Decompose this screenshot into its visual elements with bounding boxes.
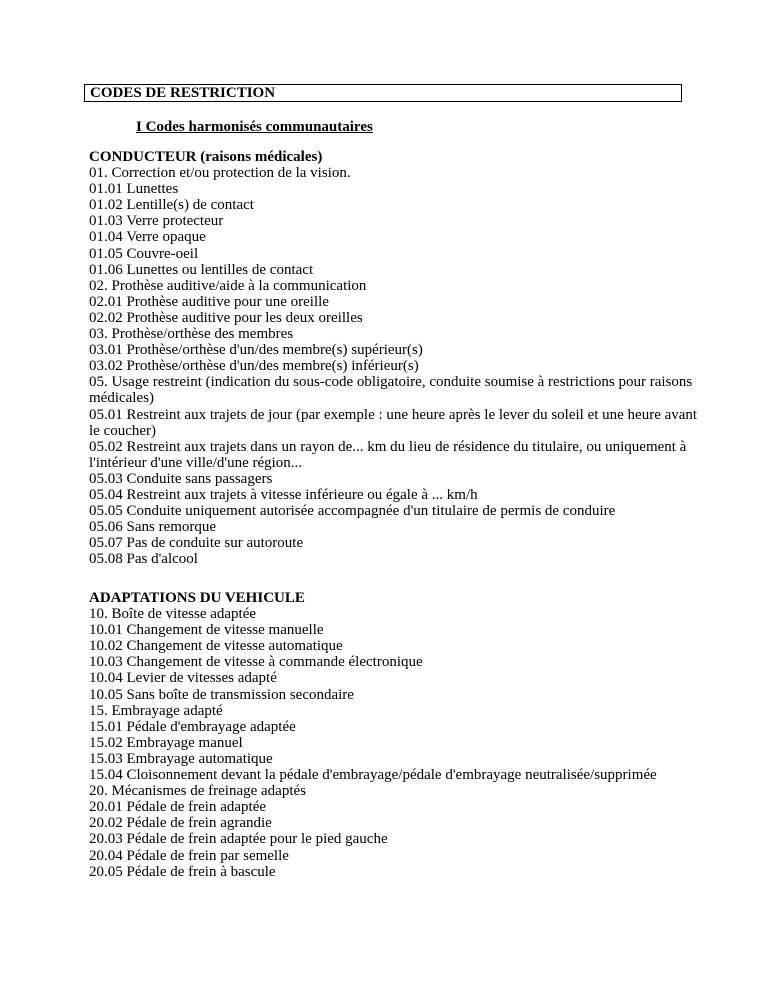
restriction-line: 01.04 Verre opaque bbox=[89, 229, 206, 246]
restriction-line: 10.02 Changement de vitesse automatique bbox=[89, 638, 343, 655]
restriction-line: 10. Boîte de vitesse adaptée bbox=[89, 606, 257, 623]
restriction-line: 15.01 Pédale d'embrayage adaptée bbox=[89, 718, 296, 735]
restriction-line: 10.05 Sans boîte de transmission secondaire bbox=[89, 686, 354, 703]
restriction-line: 10.01 Changement de vitesse manuelle bbox=[89, 622, 324, 639]
restriction-line: 01.01 Lunettes bbox=[89, 181, 179, 198]
restriction-line: 05.06 Sans remorque bbox=[89, 519, 217, 536]
restriction-line: 02.01 Prothèse auditive pour une oreille bbox=[89, 293, 329, 310]
restriction-line: 15.03 Embrayage automatique bbox=[89, 750, 273, 767]
restriction-line: 20.02 Pédale de frein agrandie bbox=[89, 815, 272, 832]
restriction-line: 20.03 Pédale de frein adaptée pour le pied gauche bbox=[89, 831, 388, 848]
restriction-line: 05.07 Pas de conduite sur autoroute bbox=[89, 535, 304, 552]
restriction-line: 10.03 Changement de vitesse à commande électronique bbox=[89, 654, 423, 671]
restriction-line: 05. Usage restreint (indication du sous-code obligatoire, conduite soumise à restrictions pour raisons médicales) bbox=[89, 374, 693, 407]
restriction-line: 01.03 Verre protecteur bbox=[89, 213, 224, 230]
restriction-line: 03.01 Prothèse/orthèse d'un/des membre(s) supérieur(s) bbox=[89, 342, 423, 359]
restriction-line: 15.02 Embrayage manuel bbox=[89, 734, 243, 751]
restriction-line: 05.01 Restreint aux trajets de jour (par exemple : une heure après le lever du soleil et une heure avant le coucher) bbox=[89, 406, 698, 439]
restriction-line: 05.08 Pas d'alcool bbox=[89, 551, 198, 568]
section-heading: ADAPTATIONS DU VEHICULE bbox=[89, 590, 305, 606]
restriction-line: 05.05 Conduite uniquement autorisée accompagnée d'un titulaire de permis de conduire bbox=[89, 503, 616, 520]
restriction-line: 20.01 Pédale de frein adaptée bbox=[89, 799, 267, 816]
restriction-line: 05.03 Conduite sans passagers bbox=[89, 470, 273, 487]
restriction-line: 15. Embrayage adapté bbox=[89, 702, 223, 719]
restriction-line: 01.06 Lunettes ou lentilles de contact bbox=[89, 261, 314, 278]
section-adaptations-vehicule bbox=[89, 590, 709, 880]
title-box bbox=[84, 84, 682, 102]
restriction-line: 10.04 Levier de vitesses adapté bbox=[89, 670, 277, 687]
restriction-line: 20.05 Pédale de frein à bascule bbox=[89, 863, 276, 880]
restriction-line: 20. Mécanismes de freinage adaptés bbox=[89, 783, 306, 800]
section-conducteur bbox=[89, 149, 709, 567]
restriction-line: 20.04 Pédale de frein par semelle bbox=[89, 847, 289, 864]
document-title: CODES DE RESTRICTION bbox=[90, 85, 276, 101]
restriction-line: 03.02 Prothèse/orthèse d'un/des membre(s) inférieur(s) bbox=[89, 358, 419, 375]
restriction-line: 02.02 Prothèse auditive pour les deux oreilles bbox=[89, 309, 363, 326]
restriction-line: 01.05 Couvre-oeil bbox=[89, 245, 199, 262]
restriction-line: 05.04 Restreint aux trajets à vitesse inférieure ou égale à ... km/h bbox=[89, 486, 478, 503]
restriction-line: 15.04 Cloisonnement devant la pédale d'embrayage/pédale d'embrayage neutralisée/supprimée bbox=[89, 767, 657, 784]
document-subtitle: I Codes harmonisés communautaires bbox=[136, 119, 373, 135]
restriction-line: 01. Correction et/ou protection de la vision. bbox=[89, 165, 351, 182]
restriction-line: 03. Prothèse/orthèse des membres bbox=[89, 326, 294, 343]
section-heading: CONDUCTEUR (raisons médicales) bbox=[89, 149, 323, 165]
restriction-line: 05.02 Restreint aux trajets dans un rayon de... km du lieu de résidence du titulaire, ou uniquement à l'intérieur d'une ville/d'une région... bbox=[89, 438, 687, 471]
restriction-line: 01.02 Lentille(s) de contact bbox=[89, 197, 254, 214]
restriction-line: 02. Prothèse auditive/aide à la communication bbox=[89, 277, 367, 294]
